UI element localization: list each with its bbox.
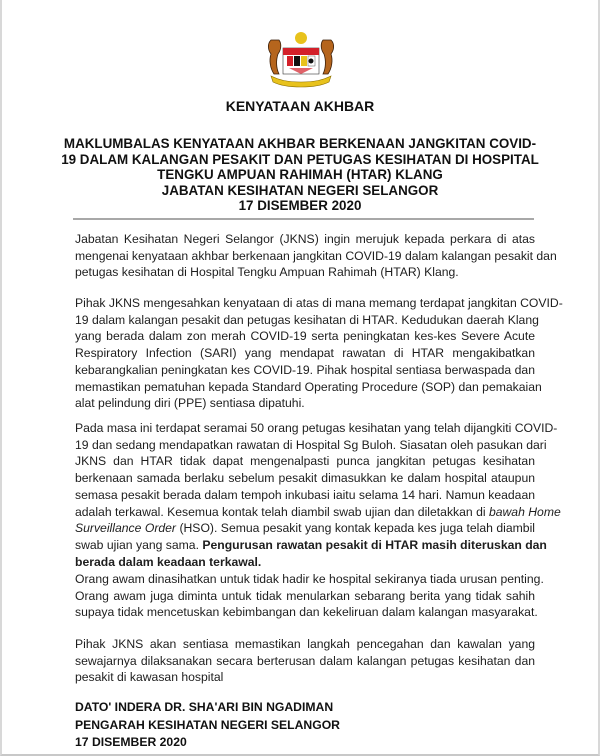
signature-block <box>75 699 340 752</box>
horizontal-divider <box>73 218 534 220</box>
text-line <box>75 554 535 571</box>
italic-text: Surveillance Order <box>75 521 176 536</box>
text-line: memastikan pematuhan kepada Standard Operating Procedure (SOP) dan pemakaian <box>75 379 542 394</box>
text-line: Pihak JKNS mengesahkan kenyataan di atas di mana memang terdapat jangkitan COVID- <box>75 296 563 310</box>
text-line <box>75 520 535 537</box>
text-line: JKNS dan HTAR tidak dapat mengenalpasti punca jangkitan petugas kesihatan <box>75 454 535 469</box>
subheading-line: MAKLUMBALAS KENYATAAN AKHBAR BERKENAAN JANGKITAN COVID- <box>63 136 537 151</box>
text-line: alat pelindung diri (PPE) sentiasa dipatuhi. <box>75 396 305 411</box>
text-line: Orang awam dinasihatkan untuk tidak hadir ke hospital sekiranya tiada urusan penting. <box>75 572 544 586</box>
signatory-name: DATO' INDERA DR. SHA'ARI BIN NGADIMAN <box>75 700 334 714</box>
bold-text: Pengurusan rawatan pesakit di HTAR masih diteruskan dan <box>202 537 547 552</box>
document-title: KENYATAAN AKHBAR <box>225 98 375 114</box>
text-line: 19 dan sedang mendapatkan rawatan di Hospital Sg Buloh. Siasatan oleh pasukan dari <box>75 437 547 452</box>
paragraph-current-status <box>75 420 561 570</box>
signatory-position: PENGARAH KESIHATAN NEGERI SELANGOR <box>75 717 340 732</box>
bold-text: berada dalam keadaan terkawal. <box>75 554 262 569</box>
coat-of-arms-emblem <box>265 30 337 88</box>
text-line: sewajarnya dilaksanakan secara berterusan dalam kalangan petugas kesihatan dan <box>75 653 535 668</box>
text-segment: swab ujian yang sama. <box>75 537 203 552</box>
text-line: petugas kesihatan di Hospital Tengku Ampuan Rahimah (HTAR) Klang. <box>75 265 459 280</box>
text-line: Respiratory Infection (SARI) yang mendapat rawatan di HTAR mengakibatkan <box>75 346 535 361</box>
subheading-line: 19 DALAM KALANGAN PESAKIT DAN PETUGAS KESIHATAN DI HOSPITAL <box>61 151 539 167</box>
signature-date: 17 DISEMBER 2020 <box>75 735 187 749</box>
paragraph-confirmation <box>75 295 563 412</box>
subheading-line: JABATAN KESIHATAN NEGERI SELANGOR <box>161 182 439 198</box>
text-line: Orang awam juga diminta untuk tidak menularkan sebarang berita yang tidak sahih <box>75 588 535 603</box>
subheading-date: 17 DISEMBER 2020 <box>238 198 362 214</box>
subheading-line: TENGKU AMPUAN RAHIMAH (HTAR) KLANG <box>157 167 443 183</box>
text-line: Pada masa ini terdapat seramai 50 orang petugas kesihatan yang telah dijangkiti COVID- <box>75 421 558 435</box>
text-line: semasa pesakit berada dalam tempoh inkubasi iaitu selama 14 hari. Namun keadaan <box>75 487 536 502</box>
text-line: berkenaan samada berlaku sebelum pesakit dimasukkan ke dalam hospital ataupun <box>75 471 535 486</box>
text-line: 19 dalam kalangan pesakit dan petugas kesihatan di HTAR. Kedudukan daerah Klang <box>75 312 539 327</box>
paragraph-intro <box>75 231 557 281</box>
text-line: Jabatan Kesihatan Negeri Selangor (JKNS) ingin merujuk kepada perkara di atas <box>75 232 535 246</box>
text-line <box>75 504 561 521</box>
star-icon <box>295 32 307 44</box>
left-tiger-icon <box>268 40 280 74</box>
text-line: kebarangkalian peningkatan kes COVID-19. Pihak hospital sentiasa berwaspada dan <box>75 362 535 377</box>
document-subheading <box>0 136 600 214</box>
text-line: mengenai kenyataan akhbar berkenaan jangkitan COVID-19 dalam kalangan pesakit dan <box>75 248 557 263</box>
paragraph-prevention <box>75 636 535 686</box>
text-line <box>75 537 547 554</box>
text-line: pesakit di kawasan hospital <box>75 670 224 685</box>
paragraph-public-advice <box>75 571 544 621</box>
text-line: Pihak JKNS akan sentiasa memastikan langkah pencegahan dan kawalan yang <box>75 637 535 651</box>
text-line: yang berada dalam zon merah COVID-19 serta peningkatan kes-kes Severe Acute <box>75 329 535 344</box>
italic-text: bawah Home <box>488 504 561 519</box>
right-tiger-icon <box>321 40 333 74</box>
text-segment: adalah terkawal. Kesemua kontak telah diambil swab ujian dan diletakkan di <box>75 504 489 519</box>
motto-scroll <box>271 76 331 87</box>
text-line: supaya tidak mencetuskan kebimbangan dan kekeliruan dalam kalangan masyarakat. <box>75 605 538 620</box>
text-segment: (HSO). Semua pesakit yang kontak kepada kes juga telah diambil <box>176 521 535 536</box>
